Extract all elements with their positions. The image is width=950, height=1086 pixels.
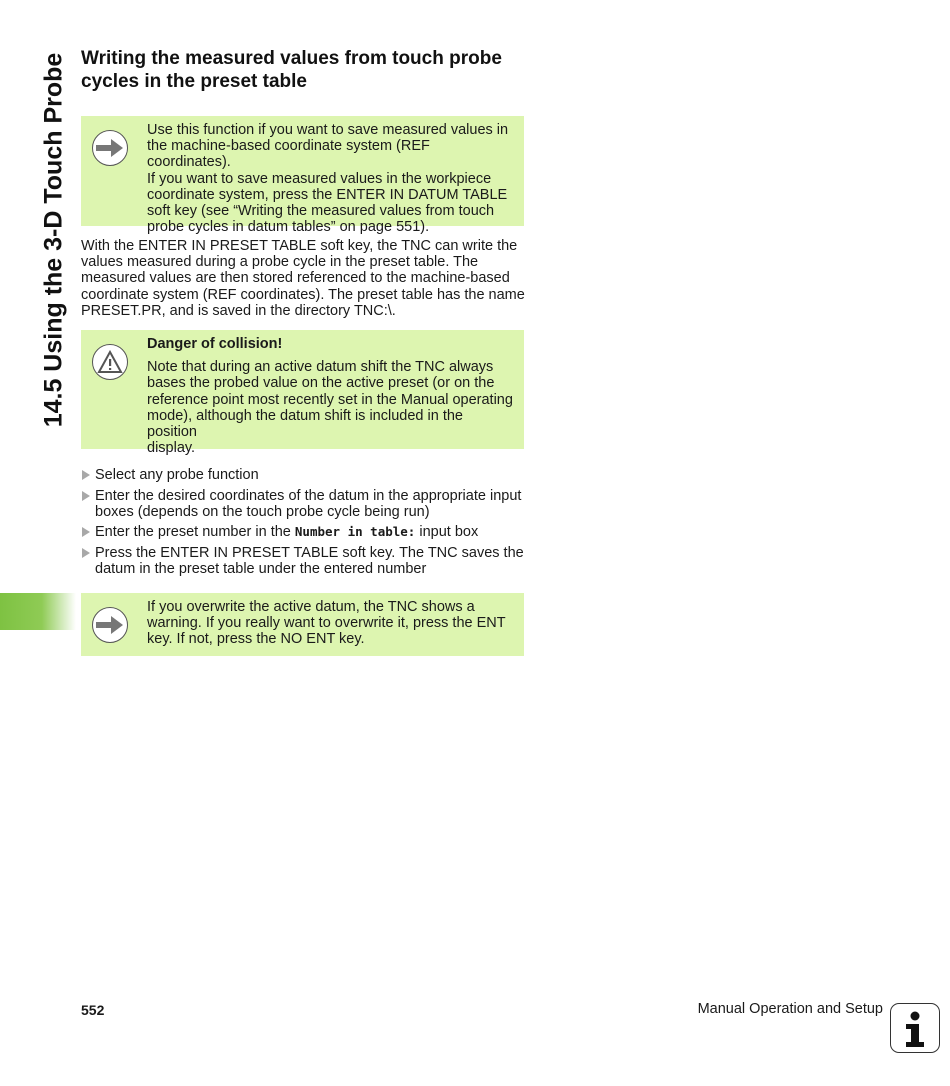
list-item xyxy=(81,524,526,540)
procedure-steps xyxy=(81,467,526,582)
paragraph-line: measured values are then stored referenced to the machine-based xyxy=(81,270,510,287)
list-item xyxy=(81,467,526,483)
warning-line: Note that during an active datum shift the TNC always xyxy=(147,359,494,376)
paragraph-line: values measured during a probe cycle in the preset table. The xyxy=(81,254,479,271)
chapter-side-title: 14.5 Using the 3-D Touch Probe xyxy=(39,52,68,428)
warning-line: reference point most recently set in the Manual operating xyxy=(147,391,513,408)
paragraph-line: PRESET.PR, and is saved in the directory TNC:\. xyxy=(81,302,396,319)
note-line: the machine-based coordinate system (REF coordinates). xyxy=(147,138,430,171)
info-note xyxy=(81,593,524,656)
right-arrow-icon xyxy=(92,607,128,643)
body-paragraph xyxy=(81,238,526,319)
list-item xyxy=(81,488,526,520)
warning-line: display. xyxy=(147,440,196,457)
warning-line: mode), although the datum shift is included in the position xyxy=(147,407,463,441)
step-arrow-icon xyxy=(82,470,90,480)
note-line: If you overwrite the active datum, the TNC shows a xyxy=(147,599,475,615)
note-line: key. If not, press the NO ENT key. xyxy=(147,631,365,648)
step-line: boxes (depends on the touch probe cycle being run) xyxy=(95,503,430,520)
paragraph-line: With the ENTER IN PRESET TABLE soft key, the TNC can write the xyxy=(81,238,518,254)
warning-triangle-icon xyxy=(92,344,128,380)
info-note xyxy=(81,116,524,236)
warning-line: bases the probed value on the active preset (or on the xyxy=(147,375,495,392)
step-line: datum in the preset table under the entered number xyxy=(95,561,427,578)
list-item xyxy=(81,545,526,577)
page-number: 552 xyxy=(81,1002,105,1018)
footer-section-title: Manual Operation and Setup xyxy=(697,1001,883,1017)
note-line: Use this function if you want to save measured values in xyxy=(147,122,509,138)
step-text: Enter the preset number in the xyxy=(95,524,295,541)
paragraph-line: coordinate system (REF coordinates). The preset table has the name xyxy=(81,286,525,303)
warning-note xyxy=(81,330,524,457)
info-icon xyxy=(890,1003,940,1053)
input-box-name: Number in table: xyxy=(294,524,416,540)
section-heading: Writing the measured values from touch probe cycles in the preset table xyxy=(81,48,502,92)
note-line: probe cycles in datum tables” on page 551). xyxy=(147,219,430,236)
step-line: Press the ENTER IN PRESET TABLE soft key. The TNC saves the xyxy=(95,544,524,561)
note-line: soft key (see “Writing the measured values from touch xyxy=(147,203,495,220)
note-line: If you want to save measured values in the workpiece xyxy=(147,170,492,187)
right-arrow-icon xyxy=(92,130,128,166)
step-arrow-icon xyxy=(82,491,90,501)
step-text: input box xyxy=(415,524,479,541)
chapter-tab-marker xyxy=(0,593,76,630)
step-arrow-icon xyxy=(82,527,90,537)
note-line: coordinate system, press the ENTER IN DATUM TABLE xyxy=(147,186,508,203)
step-arrow-icon xyxy=(82,548,90,558)
step-line: Enter the desired coordinates of the datum in the appropriate input xyxy=(95,487,522,504)
note-line: warning. If you really want to overwrite it, press the ENT xyxy=(147,615,506,632)
warning-title: Danger of collision! xyxy=(147,336,283,352)
step-line: Select any probe function xyxy=(95,467,259,483)
